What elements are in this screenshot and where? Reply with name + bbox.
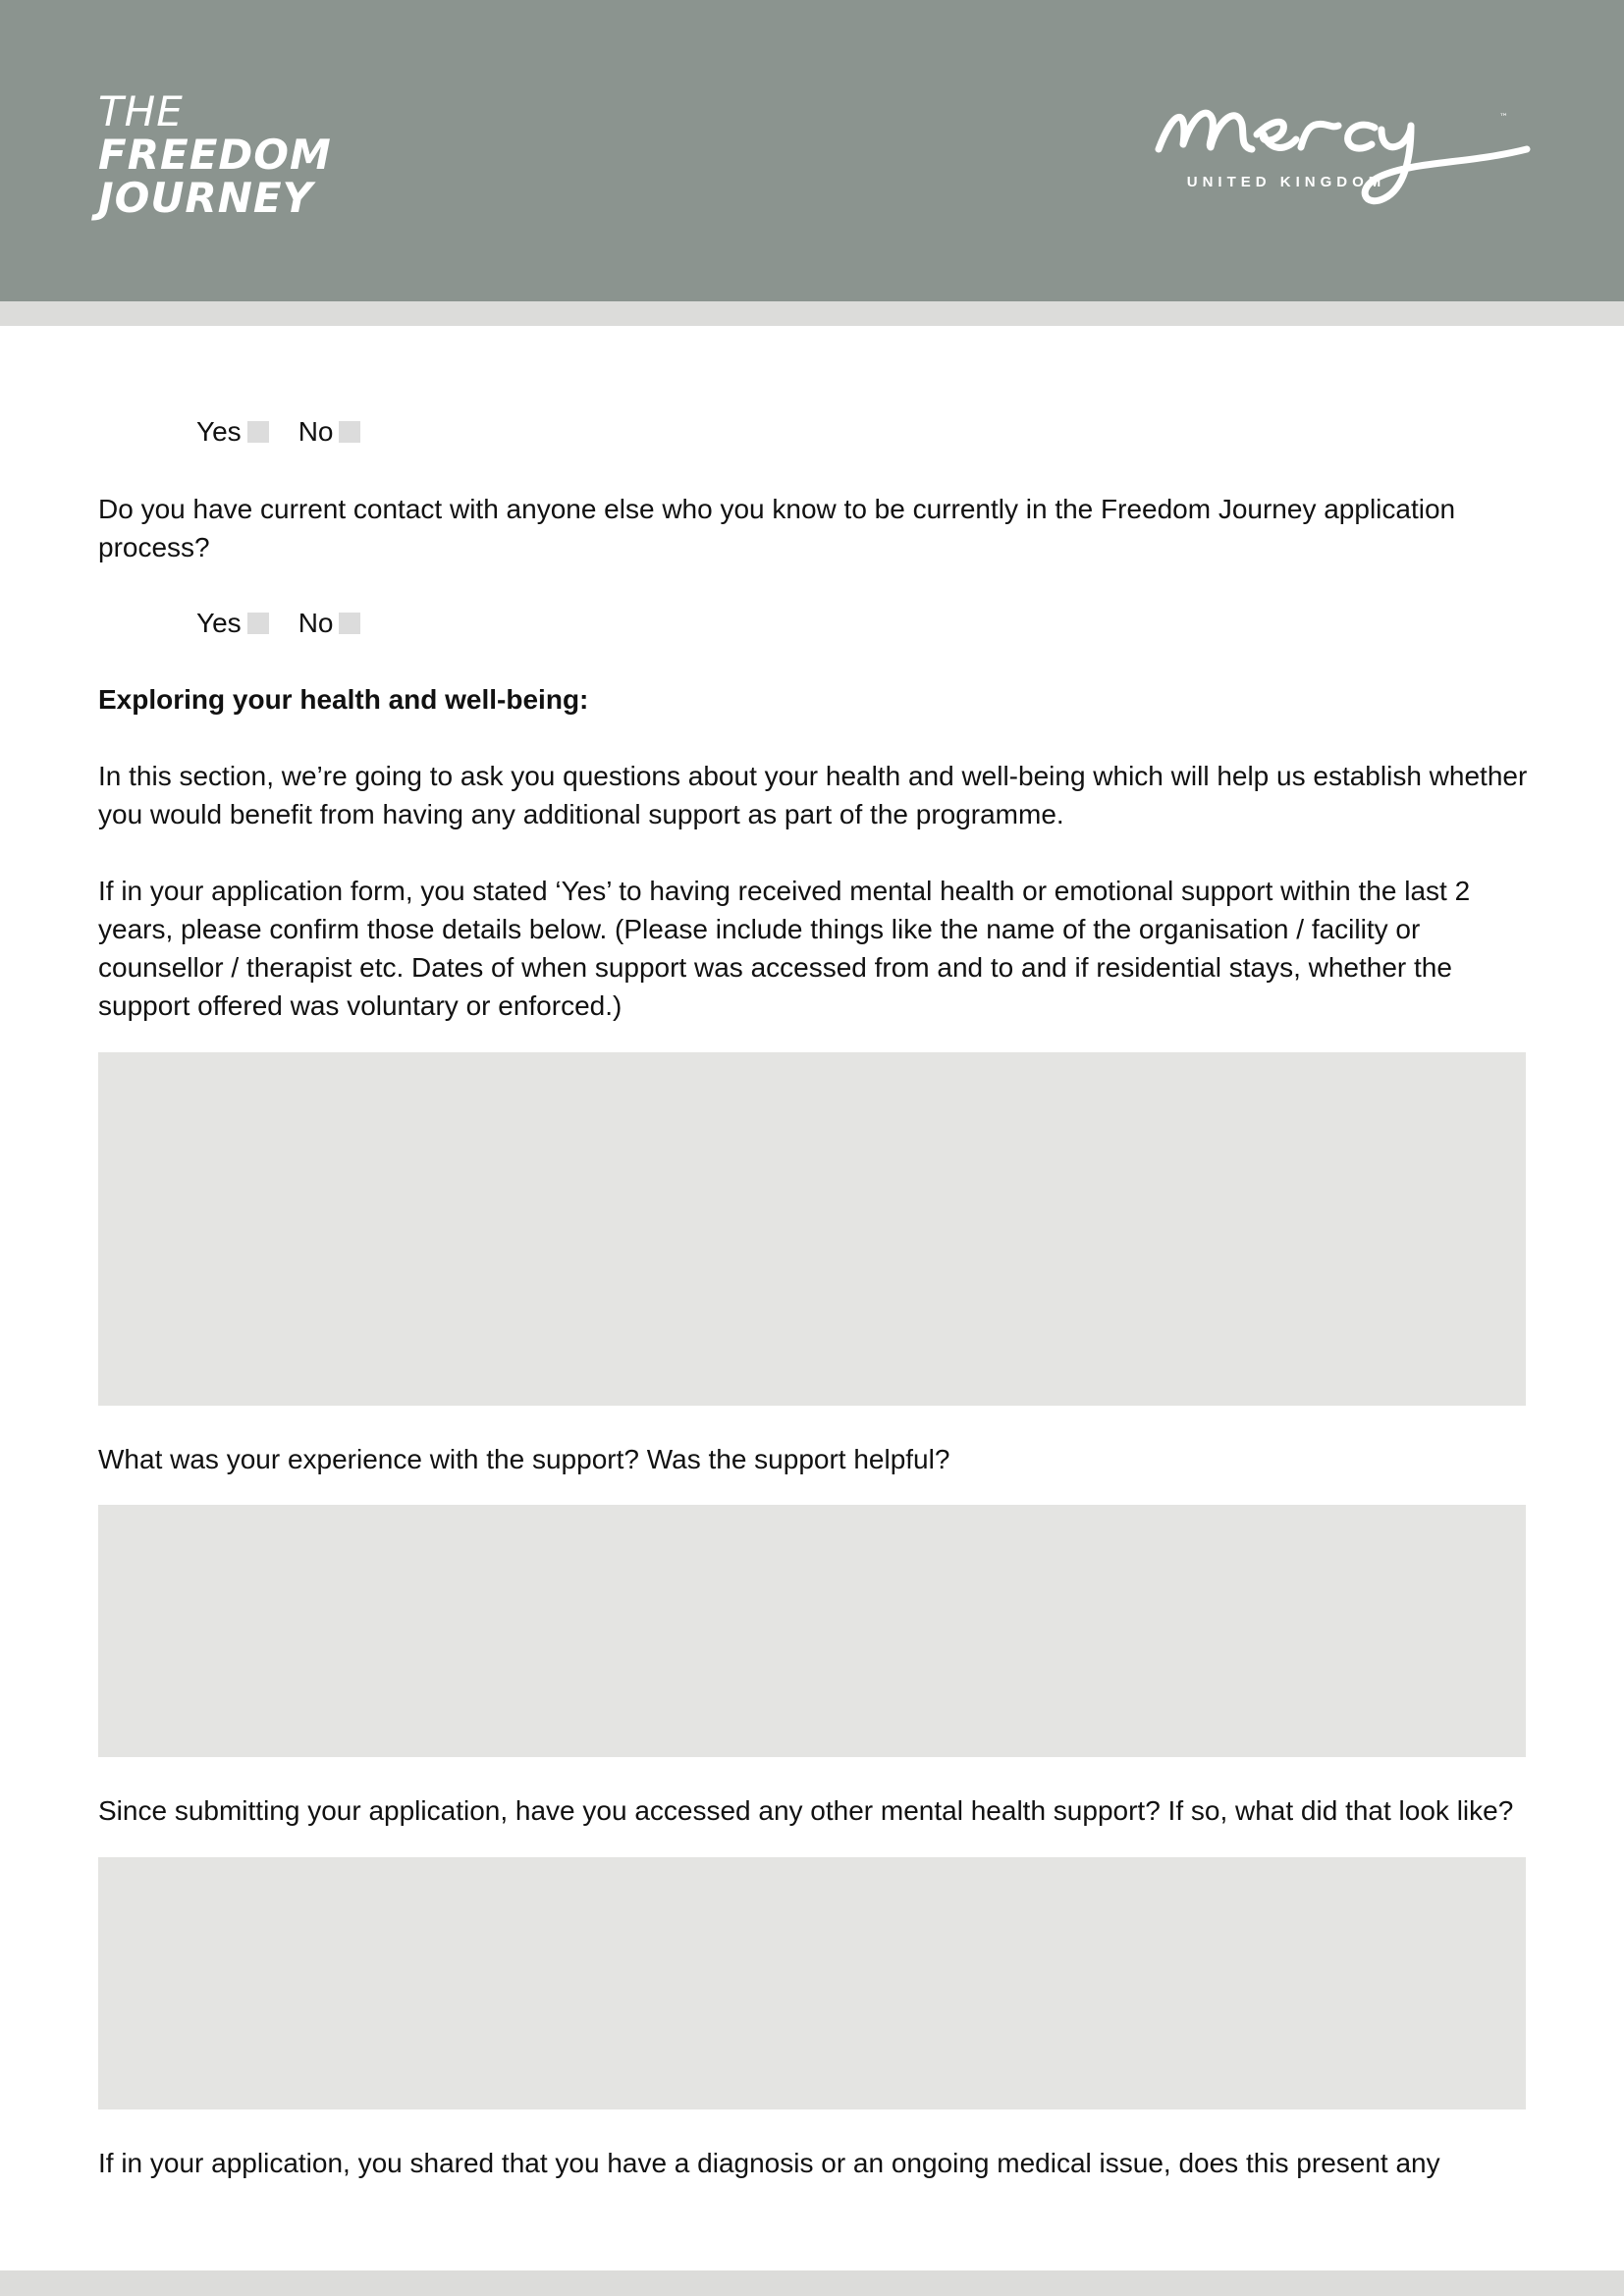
mercy-logo-subtitle: UNITED KINGDOM bbox=[1186, 174, 1386, 190]
header-divider-strip bbox=[0, 301, 1624, 326]
no-label: No bbox=[298, 416, 334, 447]
footer-strip bbox=[0, 2270, 1624, 2296]
yes-checkbox-1[interactable] bbox=[247, 421, 269, 443]
question-diagnosis: If in your application, you shared that you have a diagnosis or an ongoing medical issue, does this present any bbox=[98, 2148, 1440, 2178]
brand-line-1: THE bbox=[98, 87, 184, 135]
question-experience: What was your experience with the support? Was the support helpful? bbox=[98, 1444, 950, 1474]
question-current-contact: Do you have current contact with anyone else who you know to be currently in the Freedom Journey application process? bbox=[98, 494, 1456, 562]
mercy-logo-icon bbox=[1154, 90, 1532, 228]
other-support-field[interactable] bbox=[98, 1857, 1526, 2109]
yes-no-row-1 bbox=[196, 412, 390, 452]
yes-no-row-2 bbox=[196, 604, 390, 643]
freedom-journey-logo bbox=[98, 87, 332, 222]
question-support-details: If in your application form, you stated ‘Yes’ to having received mental health or emotional support within the last 2 years, please confirm those details below. (Please include things like the name of the organisation / facility or counsellor / therapist etc. Dates of when support was accessed from and to and if residential stays, whether the support offered was voluntary or enforced.) bbox=[98, 876, 1471, 1021]
section-intro: In this section, we’re going to ask you questions about your health and well-being which will help us establish whether you would benefit from having any additional support as part of the programme. bbox=[98, 761, 1528, 829]
brand-line-3: JOURNEY bbox=[98, 174, 314, 222]
yes-label: Yes bbox=[196, 608, 242, 638]
support-details-field[interactable] bbox=[98, 1052, 1526, 1406]
yes-option-1[interactable] bbox=[196, 416, 269, 448]
page-header bbox=[0, 0, 1624, 301]
question-since-submitting: Since submitting your application, have you accessed any other mental health support? If so, what did that look like? bbox=[98, 1795, 1514, 1826]
no-option-2[interactable] bbox=[298, 608, 361, 639]
no-checkbox-1[interactable] bbox=[339, 421, 360, 443]
svg-text:™: ™ bbox=[1499, 113, 1508, 123]
no-checkbox-2[interactable] bbox=[339, 613, 360, 634]
yes-option-2[interactable] bbox=[196, 608, 269, 639]
brand-line-2: FREEDOM bbox=[98, 131, 332, 179]
experience-field[interactable] bbox=[98, 1505, 1526, 1757]
no-label: No bbox=[298, 608, 334, 638]
section-heading-health: Exploring your health and well-being: bbox=[98, 684, 589, 715]
yes-label: Yes bbox=[196, 416, 242, 447]
no-option-1[interactable] bbox=[298, 416, 361, 448]
yes-checkbox-2[interactable] bbox=[247, 613, 269, 634]
